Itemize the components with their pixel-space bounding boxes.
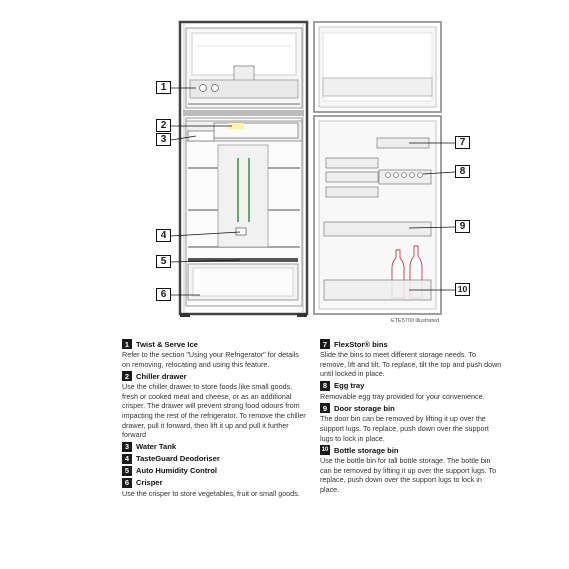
item-title: Door storage bin: [334, 403, 395, 413]
callout-2: 2: [156, 119, 171, 132]
legend-item: [122, 466, 308, 476]
legend-column-left: [122, 339, 308, 500]
item-description: Use the crisper to store vegetables, fruit or small goods.: [122, 488, 300, 498]
item-title: Auto Humidity Control: [136, 466, 217, 476]
legend-item: [320, 381, 502, 402]
callout-5: 5: [156, 255, 171, 268]
item-title: Chiller drawer: [136, 371, 187, 381]
legend-item: [320, 445, 502, 494]
item-title: FlexStor® bins: [334, 339, 388, 349]
callout-6: 6: [156, 288, 171, 301]
item-title: Water Tank: [136, 442, 177, 452]
legend-item: [122, 371, 308, 440]
callout-7: 7: [455, 136, 470, 149]
deodoriser: [236, 228, 246, 235]
legend-item: [122, 339, 308, 369]
water-tank: [188, 131, 214, 141]
item-number: 7: [320, 339, 330, 349]
item-title: Twist & Serve Ice: [136, 339, 198, 349]
legend-item: [320, 339, 502, 379]
item-description: The door bin can be removed by lifting it up over the support lugs. To replace, push down over the support lugs to lock in place.: [320, 414, 489, 443]
item-number: 1: [122, 339, 132, 349]
legend-item: [122, 442, 308, 452]
item-description: Refer to the section "Using your Refrigerator" for details on removing, relocating and using this feature.: [122, 350, 299, 369]
item-number: 3: [122, 442, 132, 452]
item-number: 6: [122, 478, 132, 488]
item-number: 10: [321, 447, 329, 454]
item-number: 8: [320, 381, 330, 391]
item-description: Removable egg tray provided for your convenience.: [320, 391, 485, 401]
item-number: 2: [122, 371, 132, 381]
item-description: Use the bottle bin for tall bottle storage. The bottle bin can be removed by lifting it up over the support lugs. To replace, push down over the support lugs to lock in place.: [320, 456, 497, 494]
legend-item: [122, 454, 308, 464]
item-title: Bottle storage bin: [334, 445, 399, 455]
callout-4: 4: [156, 229, 171, 242]
item-title: Crisper: [136, 478, 163, 488]
item-description: Slide the bins to meet different storage needs. To remove, lift and tilt. To replace, tilt the top and push down until locked in place.: [320, 350, 502, 379]
item-number: 5: [122, 466, 132, 476]
item-title: Egg tray: [334, 381, 365, 391]
item-title: TasteGuard Deodoriser: [136, 454, 220, 464]
callout-9: 9: [455, 220, 470, 233]
item-description: Use the chiller drawer to store foods like small goods, fresh or cooked meat and cheese, or as an additional crisper. The drawer will prevent strong food odours from impacting the rest of the refrigerator. To remove the chiller drawer, pull it forward, then lift it up and pull it further forward: [122, 382, 306, 440]
callout-1: 1: [156, 81, 171, 94]
legend-column-right: [320, 339, 502, 497]
callout-8: 8: [455, 165, 470, 178]
item-number: 9: [320, 403, 330, 413]
model-caption: ETE5700 illustrated: [391, 318, 439, 324]
callout-10: 10: [455, 283, 470, 296]
legend-item: [122, 478, 308, 499]
callout-3: 3: [156, 133, 171, 146]
item-number: 4: [122, 454, 132, 464]
legend-item: [320, 403, 502, 443]
door-storage-bin: [324, 222, 431, 236]
